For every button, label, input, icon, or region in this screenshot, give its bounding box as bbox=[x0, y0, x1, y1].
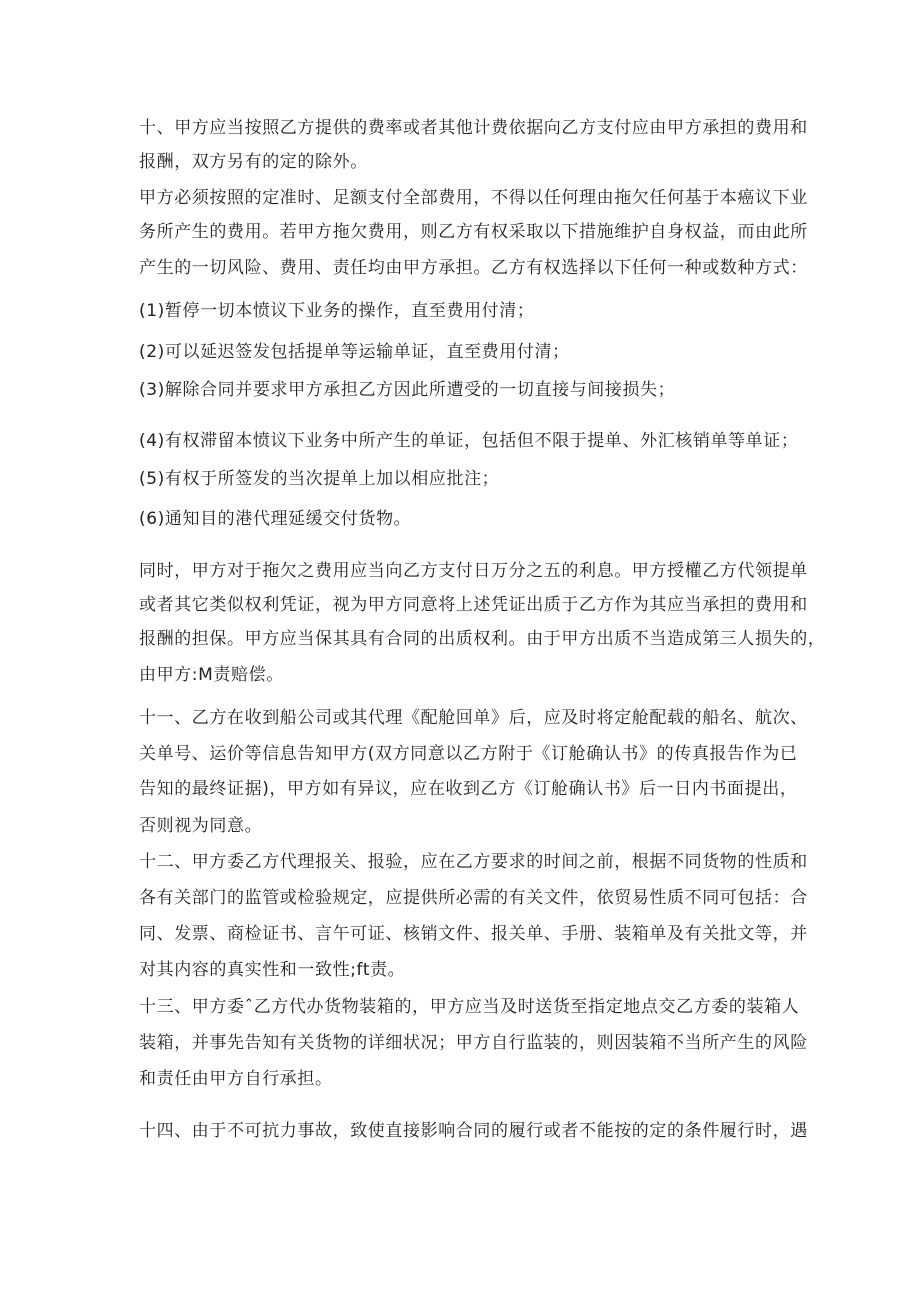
list-item: (4)有权滞留本愤议下业务中所产生的单证，包括但不限于提单、外汇核销单等单证； bbox=[139, 431, 799, 451]
list-item: (3)解除合同并要求甲方承担乙方因此所遭受的一切直接与间接损失； bbox=[139, 380, 676, 400]
text-line: 或者其它类似权利凭证，视为甲方同意将上述凭证出质于乙方作为其应当承担的费用和 bbox=[139, 595, 808, 615]
text-line: 十、甲方应当按照乙方提供的费率或者其他计费依据向乙方支付应由甲方承担的费用和 bbox=[139, 118, 808, 138]
text-line: 关单号、运价等信息告知甲方(双方同意以乙方附于《订舱确认书》的传真报告作为已 bbox=[139, 744, 798, 764]
text-line: 和责任由甲方自行承担。 bbox=[139, 1069, 333, 1089]
text-line: 装箱，并事先告知有关货物的详细状况；甲方自行监装的，则因装箱不当所产生的风险 bbox=[139, 1033, 808, 1053]
text-line: 同、发票、商检证书、言午可证、核销文件、报关单、手册、装箱单及有关批文等，并 bbox=[139, 924, 808, 944]
text-line: 甲方必须按照的定准时、足额支付全部费用，不得以任何理由拖欠任何基于本癌议下业 bbox=[139, 188, 808, 208]
text-line: 由甲方:M责赔偿。 bbox=[139, 665, 284, 685]
list-item: (5)有权于所签发的当次提单上加以相应批注； bbox=[139, 469, 500, 489]
text-line: 同时，甲方对于拖欠之费用应当向乙方支付日万分之五的利息。甲方授權乙方代领提单 bbox=[139, 561, 808, 581]
text-line: 产生的一切风险、费用、责任均由甲方承担。乙方有权选择以下任何一种或数种方式： bbox=[139, 258, 808, 278]
text-line: 告知的最终证据)，甲方如有异议，应在收到乙方《订舱确认书》后一日内书面提出， bbox=[139, 779, 798, 799]
text-line: 否则视为同意。 bbox=[139, 816, 263, 836]
text-line: 务所产生的费用。若甲方拖欠费用，则乙方有权采取以下措施维护自身权益，而由此所 bbox=[139, 222, 808, 242]
list-item: (2)可以延迟签发包括提单等运输单证，直至费用付清； bbox=[139, 342, 570, 362]
list-item: (1)暂停一切本愤议下业务的操作，直至费用付清； bbox=[139, 301, 535, 321]
text-line: 十二、甲方委乙方代理报关、报验，应在乙方要求的时间之前，根据不同货物的性质和 bbox=[139, 852, 808, 872]
text-line: 报酬，双方另有的定的除外。 bbox=[139, 152, 368, 172]
text-line: 十一、乙方在收到船公司或其代理《配舱回单》后，应及时将定舱配载的船名、航次、 bbox=[139, 708, 808, 728]
text-line: 对其内容的真实性和一致性;ft责。 bbox=[139, 960, 406, 980]
text-line: 十四、由于不可抗力事故，致使直接影响合同的履行或者不能按的定的条件履行时，遇 bbox=[139, 1121, 808, 1141]
text-line: 各有关部门的监管或检验规定，应提供所必需的有关文件，依贸易性质不同可包括：合 bbox=[139, 888, 808, 908]
text-line: 报酬的担保。甲方应当保其具有合同的出质权利。由于甲方出质不当造成第三人损失的， bbox=[139, 629, 826, 649]
text-line: 十三、甲方委ˆ乙方代办货物装箱的，甲方应当及时送货至指定地点交乙方委的装箱人 bbox=[139, 997, 800, 1017]
list-item: (6)通知目的港代理延缓交付货物。 bbox=[139, 509, 412, 529]
